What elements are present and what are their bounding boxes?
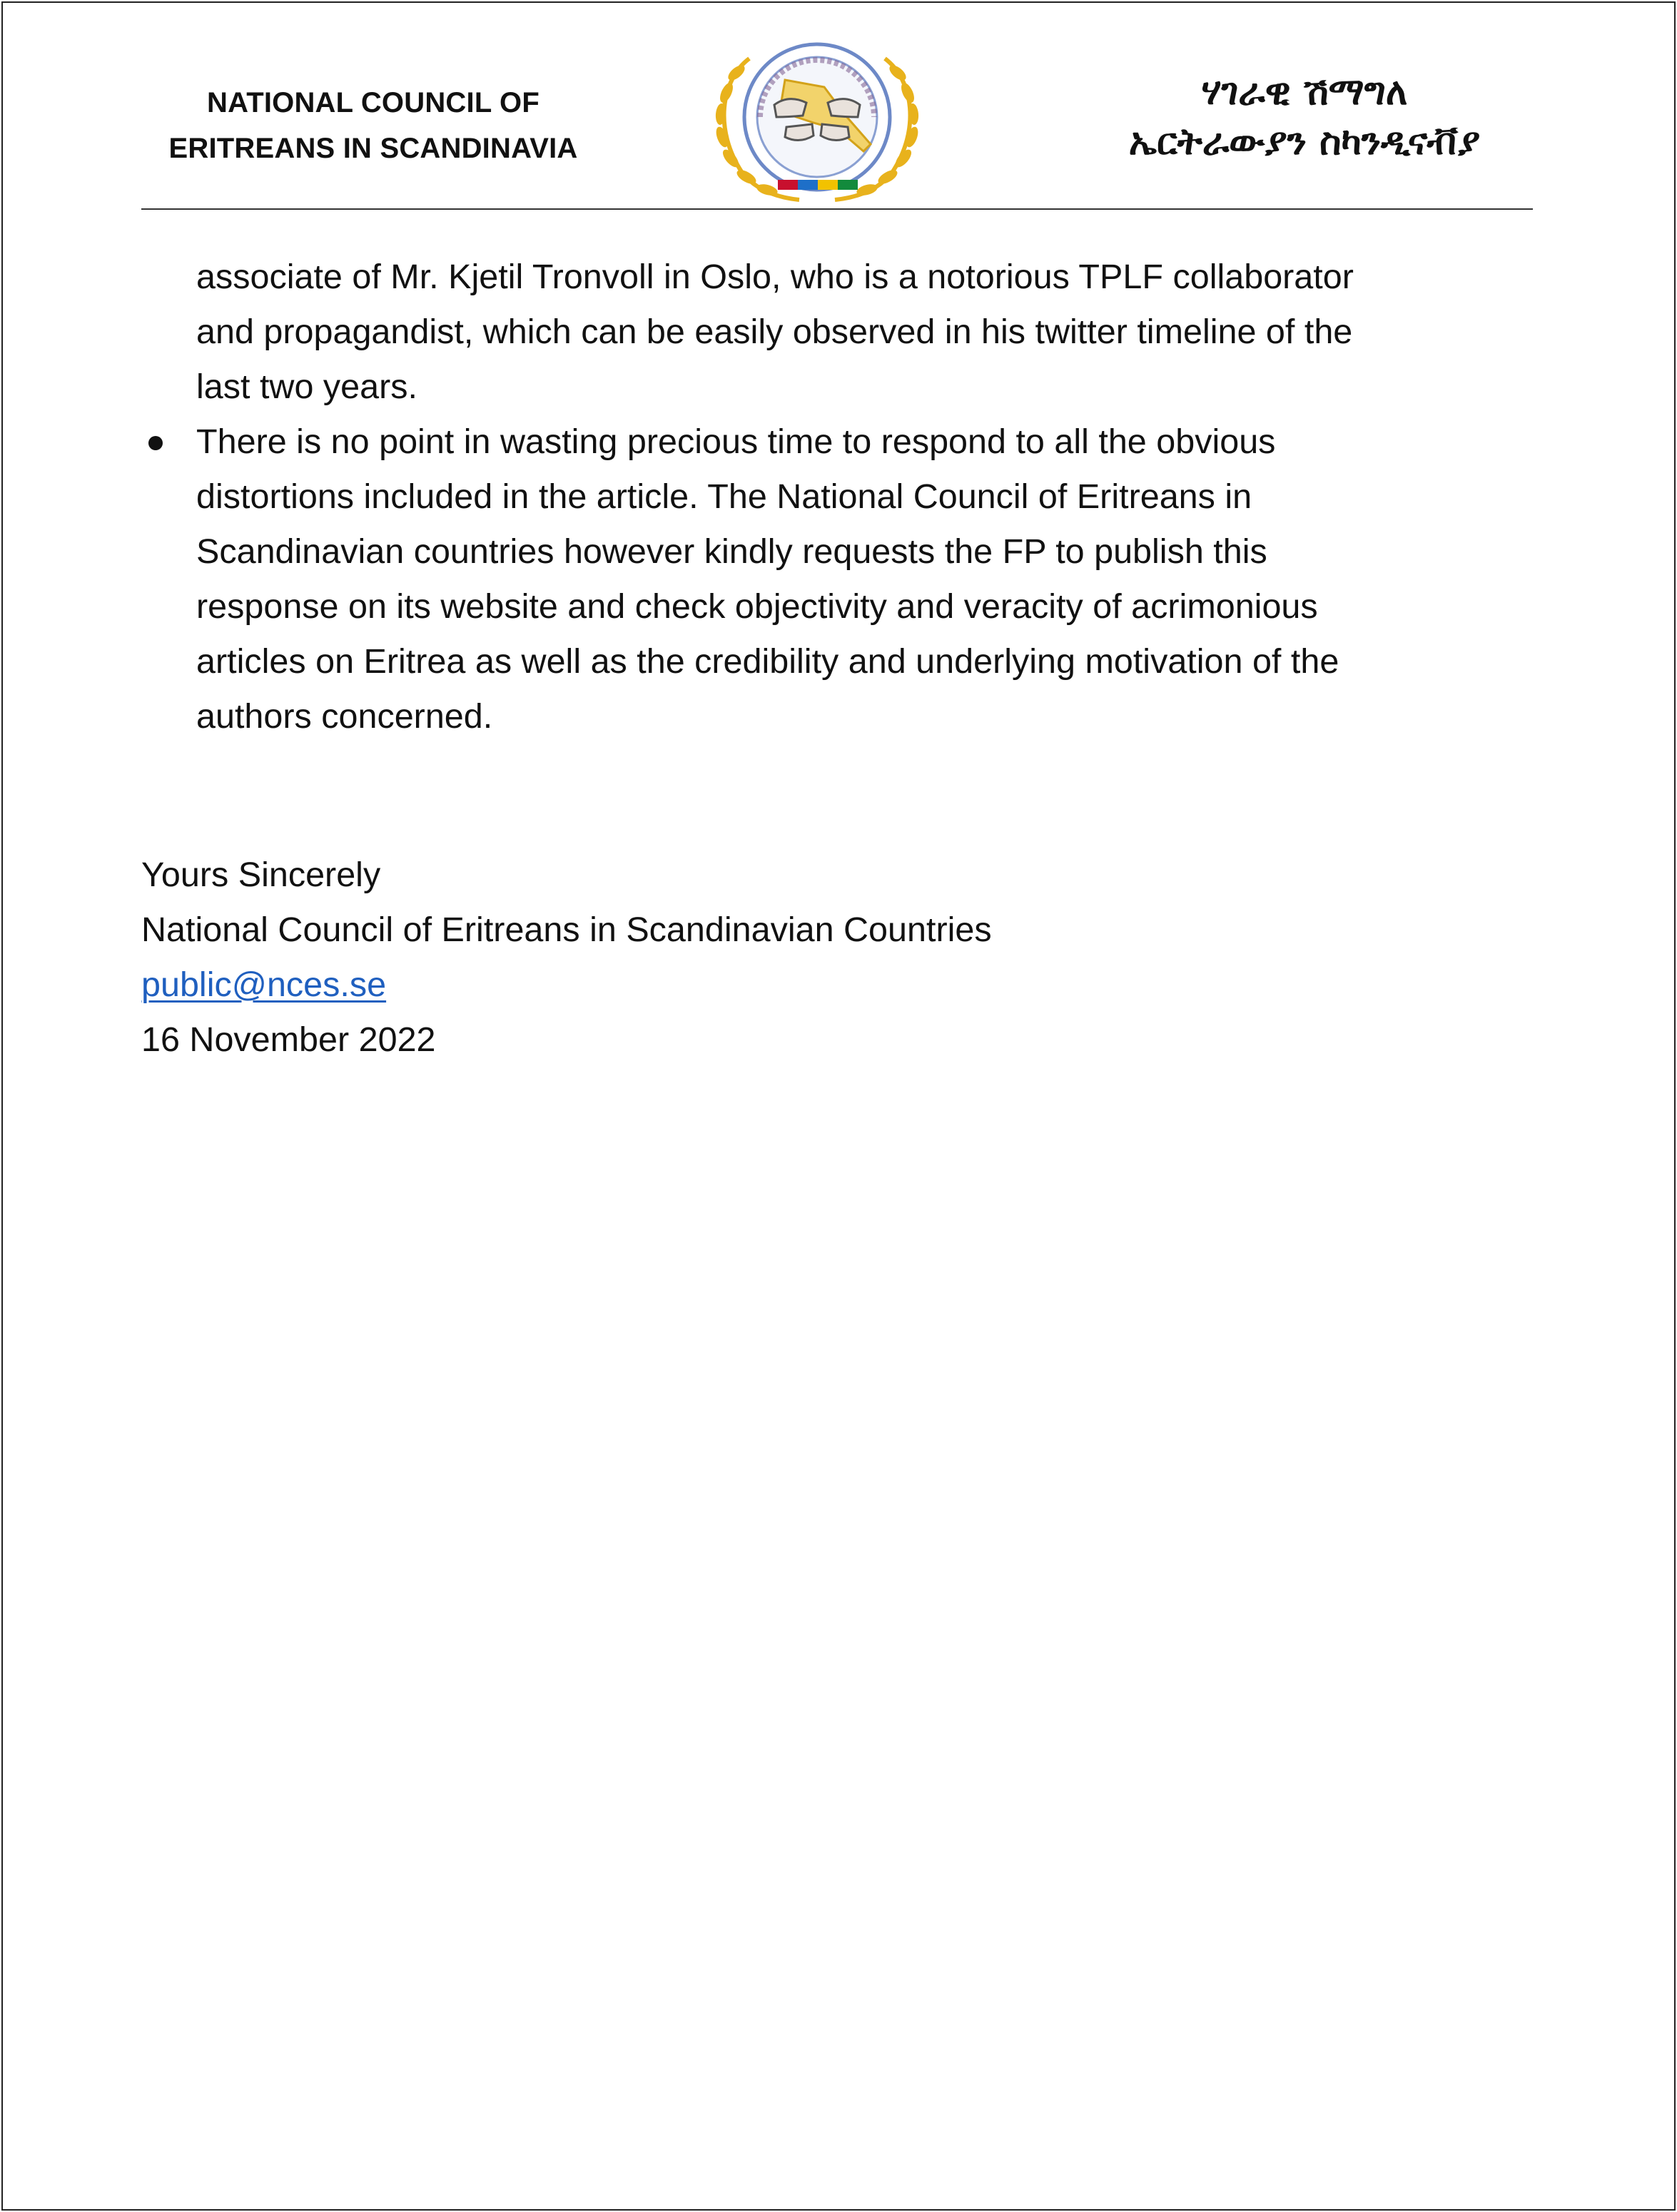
header-divider — [141, 208, 1533, 210]
council-logo — [699, 37, 935, 203]
letter-body — [141, 250, 1497, 744]
flag-ribbon — [778, 180, 858, 190]
bullet-paragraph — [141, 415, 1497, 744]
text-line: response on its website and check objectivity and veracity of acrimonious — [196, 587, 1318, 626]
org-name-english-line-2: ERITREANS IN SCANDINAVIA — [168, 133, 578, 164]
email-link[interactable]: public@nces.se — [141, 965, 387, 1004]
letter-date: 16 November 2022 — [141, 1020, 436, 1059]
letter-closing — [141, 848, 992, 1067]
text-line: There is no point in wasting precious time to respond to all the obvious — [196, 422, 1276, 461]
org-name-tigrinya — [1076, 67, 1533, 167]
org-name-tigrinya-line-1: ሃገራዊ ሽማግለ — [1201, 70, 1408, 113]
text-line: associate of Mr. Kjetil Tronvoll in Oslo, who is a notorious TPLF collaborator — [196, 258, 1354, 296]
text-line: and propagandist, which can be easily observed in his twitter timeline of the — [196, 313, 1353, 351]
letterhead — [141, 29, 1533, 211]
bullet-icon — [148, 436, 163, 450]
text-line: last two years. — [196, 367, 417, 406]
text-line: distortions included in the article. The National Council of Eritreans in — [196, 477, 1252, 516]
text-line: Scandinavian countries however kindly requests the FP to publish this — [196, 532, 1267, 571]
org-name-tigrinya-line-2: ኤርትራውያን ስካንዲናቭያ — [1128, 120, 1481, 163]
org-name-english — [141, 80, 605, 171]
text-line: authors concerned. — [196, 697, 493, 736]
text-line: articles on Eritrea as well as the credibility and underlying motivation of the — [196, 642, 1339, 681]
salutation: Yours Sincerely — [141, 856, 381, 894]
signatory: National Council of Eritreans in Scandinavian Countries — [141, 910, 992, 949]
continued-paragraph — [141, 250, 1497, 415]
org-name-english-line-1: NATIONAL COUNCIL OF — [206, 87, 539, 118]
